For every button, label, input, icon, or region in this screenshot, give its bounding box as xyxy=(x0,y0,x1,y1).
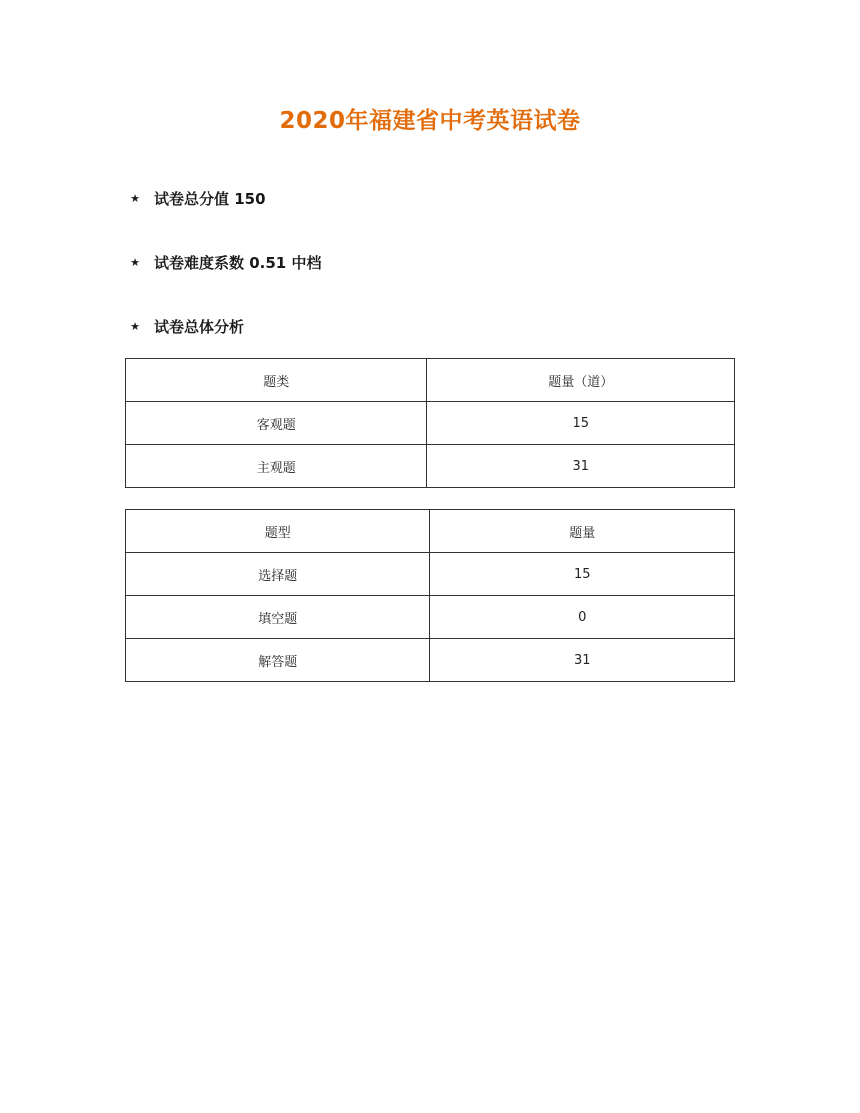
table-row xyxy=(126,402,735,445)
overall-analysis-item xyxy=(128,315,244,337)
table-cell: 填空题 xyxy=(126,596,430,639)
table-row xyxy=(126,596,735,639)
table-cell: 15 xyxy=(427,402,735,445)
overall-analysis-text: 试卷总体分析 xyxy=(154,317,245,336)
table-cell: 客观题 xyxy=(126,402,427,445)
table-cell: 主观题 xyxy=(126,445,427,488)
question-category-table xyxy=(125,358,735,488)
table-cell: 15 xyxy=(430,553,735,596)
table-cell: 31 xyxy=(430,639,735,682)
star-icon: ★ xyxy=(130,255,140,269)
table-row xyxy=(126,639,735,682)
table-cell: 解答题 xyxy=(126,639,430,682)
table-header-cell: 题量 xyxy=(430,510,735,553)
table-row xyxy=(126,445,735,488)
star-icon: ★ xyxy=(130,191,140,205)
question-type-table xyxy=(125,509,735,682)
table-cell: 0 xyxy=(430,596,735,639)
table-cell: 选择题 xyxy=(126,553,430,596)
table-row xyxy=(126,553,735,596)
total-score-item xyxy=(128,187,266,209)
table-cell: 31 xyxy=(427,445,735,488)
difficulty-item xyxy=(128,251,321,273)
difficulty-text: 试卷难度系数 0.51 中档 xyxy=(154,253,322,272)
table-header-row xyxy=(126,510,735,553)
table-header-cell: 题量（道） xyxy=(427,359,735,402)
table-header-row xyxy=(126,359,735,402)
table-header-cell: 题型 xyxy=(126,510,430,553)
star-icon: ★ xyxy=(130,319,140,333)
page-title: 2020年福建省中考英语试卷 xyxy=(279,108,581,134)
table-header-cell: 题类 xyxy=(126,359,427,402)
total-score-text: 试卷总分值 150 xyxy=(154,189,266,208)
